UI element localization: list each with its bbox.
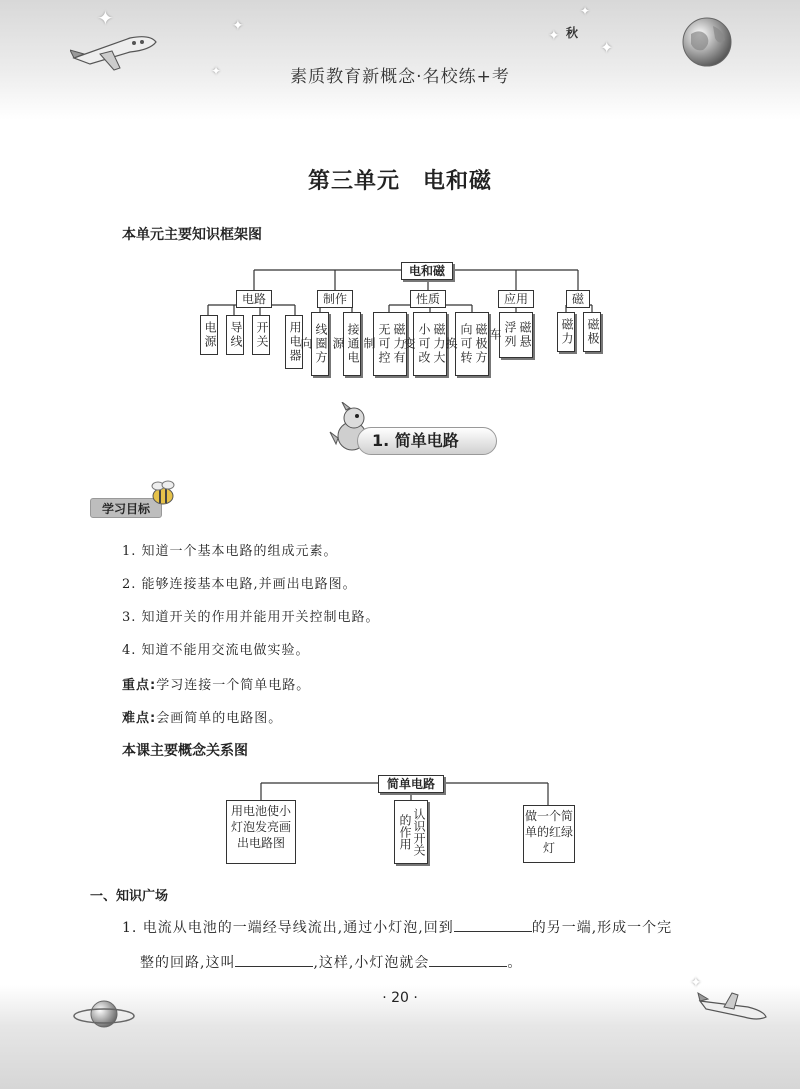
branch-application: 应用: [498, 290, 534, 308]
series-title: 素质教育新概念·名校练+考: [290, 67, 510, 87]
planet-icon: [72, 996, 136, 1032]
lesson-banner: 1. 简单电路: [357, 427, 497, 455]
leaf-power-source: 电源: [200, 315, 218, 355]
star-icon: ✦: [232, 18, 244, 34]
objective-3: 3. 知道开关的作用并能用开关控制电路。: [122, 610, 380, 625]
star-icon: ✦: [548, 28, 560, 44]
q1-blank-2[interactable]: [235, 952, 313, 967]
q1-text-c: 整的回路,这叫: [140, 955, 236, 971]
leaf-switch: 开关: [252, 315, 270, 355]
key-point-text: 学习连接一个简单电路。: [156, 678, 311, 693]
framework-heading: 本单元主要知识框架图: [122, 227, 262, 243]
leaf-coil-direction: 线圈方向: [311, 312, 329, 376]
leaf-force-controllable: 磁力有无可控制: [373, 312, 407, 376]
objective-1: 1. 知道一个基本电路的组成元素。: [122, 544, 338, 559]
objective-2: 2. 能够连接基本电路,并画出电路图。: [122, 577, 357, 592]
framework-root: 电和磁: [401, 262, 453, 280]
difficult-point-label: 难点:: [122, 711, 157, 726]
leaf-maglev-train: 磁悬浮列车: [499, 312, 533, 358]
space-shuttle-icon: [696, 985, 772, 1029]
question-1-line-1: [122, 917, 672, 938]
question-1-line-2: [140, 952, 522, 973]
q1-text-d: ,这样,小灯泡就会: [313, 955, 430, 971]
bee-icon: [146, 478, 180, 508]
q1-text-e: 。: [507, 955, 523, 971]
star-icon: ✦: [580, 4, 591, 18]
concept-child-switch: 认识开关的作用: [394, 800, 428, 864]
q1-text-a: 1. 电流从电池的一端经导线流出,通过小灯泡,回到: [122, 920, 454, 936]
concept-map-heading: 本课主要概念关系图: [122, 743, 248, 759]
concept-child-bulb: 用电池使小灯泡发亮画出电路图: [226, 800, 296, 864]
star-icon: ✦: [600, 38, 614, 57]
q1-blank-3[interactable]: [429, 952, 507, 967]
key-point: [122, 674, 310, 693]
star-icon: ✦: [97, 6, 114, 30]
star-icon: ✦: [211, 64, 222, 78]
concept-child-traffic-light: 做一个简单的红绿灯: [523, 805, 575, 863]
branch-magnet: 磁: [566, 290, 590, 308]
knowledge-heading: 一、知识广场: [90, 889, 169, 904]
key-point-label: 重点:: [122, 678, 157, 693]
season-label: 秋: [566, 26, 579, 40]
leaf-wire: 导线: [226, 315, 244, 355]
page-number: · 20 ·: [382, 990, 418, 1006]
star-icon: ✦: [690, 975, 702, 991]
branch-property: 性质: [410, 290, 446, 308]
leaf-appliance: 用电器: [285, 315, 303, 369]
difficult-point-text: 会画简单的电路图。: [156, 711, 283, 726]
leaf-connect-power: 接通电源: [343, 312, 361, 376]
leaf-magnetic-force: 磁力: [557, 312, 575, 352]
objective-4: 4. 知道不能用交流电做实验。: [122, 643, 310, 658]
branch-circuit: 电路: [236, 290, 272, 308]
leaf-force-changeable: 磁力大小可改变: [413, 312, 447, 376]
concept-root: 简单电路: [378, 775, 444, 793]
leaf-pole-switchable: 磁极方向可转换: [455, 312, 489, 376]
unit-title: 第三单元 电和磁: [307, 169, 492, 194]
leaf-magnetic-pole: 磁极: [583, 312, 601, 352]
q1-blank-1[interactable]: [454, 917, 532, 932]
q1-text-b: 的另一端,形成一个完: [531, 920, 673, 936]
branch-making: 制作: [317, 290, 353, 308]
objectives-badge: 学习目标: [90, 498, 162, 518]
difficult-point: [122, 707, 282, 726]
